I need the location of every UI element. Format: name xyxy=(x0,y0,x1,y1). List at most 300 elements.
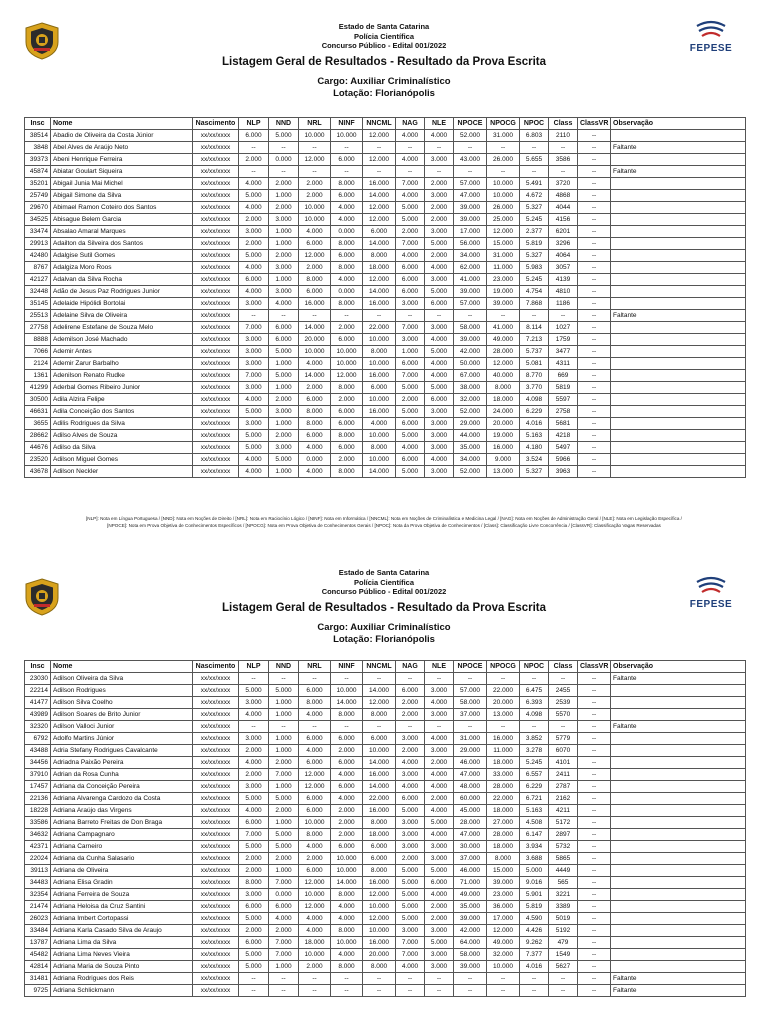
cell-nag: 5.000 xyxy=(396,382,425,394)
cell-npoc: 4.016 xyxy=(520,961,549,973)
cell-class: 5681 xyxy=(549,418,578,430)
cell-npoce: 58.000 xyxy=(454,697,487,709)
cell-npoc: -- xyxy=(520,985,549,997)
cell-obs: Faltante xyxy=(611,673,746,685)
cell-nrl: 10.000 xyxy=(299,214,331,226)
cell-obs: Faltante xyxy=(611,142,746,154)
cell-classvr: -- xyxy=(578,418,611,430)
cell-ninf: 10.000 xyxy=(331,358,363,370)
cell-nrl: 12.000 xyxy=(299,154,331,166)
cell-ninf: 8.000 xyxy=(331,889,363,901)
cell-nag: 5.000 xyxy=(396,430,425,442)
cell-npoc: -- xyxy=(520,166,549,178)
cell-nag: 6.000 xyxy=(396,274,425,286)
cell-nlp: 7.000 xyxy=(239,322,269,334)
table-row xyxy=(25,418,746,430)
cell-npocg: -- xyxy=(487,166,520,178)
column-header-name: Nome xyxy=(51,118,193,130)
cell-npoc: 3.278 xyxy=(520,745,549,757)
cell-nnd: 3.000 xyxy=(269,442,299,454)
cell-class: 4211 xyxy=(549,805,578,817)
cell-class: 2758 xyxy=(549,406,578,418)
cell-insc: 34483 xyxy=(25,877,51,889)
cell-birth: xx/xx/xxxx xyxy=(193,382,239,394)
cell-npocg: 28.000 xyxy=(487,781,520,793)
cell-nlp: -- xyxy=(239,973,269,985)
cell-npocg: 12.000 xyxy=(487,925,520,937)
cell-insc: 25749 xyxy=(25,190,51,202)
cell-npoce: 60.000 xyxy=(454,793,487,805)
cell-npoce: 52.000 xyxy=(454,466,487,478)
column-header-npocg: NPOCG xyxy=(487,661,520,673)
cell-nag: -- xyxy=(396,166,425,178)
cell-nlp: -- xyxy=(239,142,269,154)
cell-npoc: 6.803 xyxy=(520,130,549,142)
cell-nlp: 5.000 xyxy=(239,793,269,805)
cell-npoc: 5.737 xyxy=(520,346,549,358)
cell-insc: 31481 xyxy=(25,973,51,985)
cell-birth: xx/xx/xxxx xyxy=(193,721,239,733)
cell-npocg: 24.000 xyxy=(487,406,520,418)
cell-insc: 33586 xyxy=(25,817,51,829)
cell-ninf: 8.000 xyxy=(331,466,363,478)
cell-obs xyxy=(611,817,746,829)
column-header-npoc: NPOC xyxy=(520,118,549,130)
cell-nle: 2.000 xyxy=(425,214,454,226)
cell-npoce: 64.000 xyxy=(454,937,487,949)
cell-nag: 4.000 xyxy=(396,130,425,142)
cell-insc: 22024 xyxy=(25,853,51,865)
cell-nag: 3.000 xyxy=(396,298,425,310)
cell-npoce: 44.000 xyxy=(454,430,487,442)
results-table xyxy=(24,660,746,997)
cell-nnd: -- xyxy=(269,166,299,178)
cell-nnd: -- xyxy=(269,142,299,154)
table-row xyxy=(25,829,746,841)
cell-name: Adrian da Rosa Cunha xyxy=(51,769,193,781)
cell-birth: xx/xx/xxxx xyxy=(193,793,239,805)
table-row xyxy=(25,466,746,478)
cell-npoc: 3.934 xyxy=(520,841,549,853)
cell-obs xyxy=(611,430,746,442)
cell-nag: 4.000 xyxy=(396,757,425,769)
cell-nag: 7.000 xyxy=(396,238,425,250)
table-row xyxy=(25,913,746,925)
cell-nrl: 6.000 xyxy=(299,286,331,298)
column-header-nrl: NRL xyxy=(299,118,331,130)
cell-insc: 21474 xyxy=(25,901,51,913)
cell-npoc: 5.327 xyxy=(520,466,549,478)
cell-nnd: -- xyxy=(269,985,299,997)
cell-class: 5865 xyxy=(549,853,578,865)
cell-npoc: -- xyxy=(520,310,549,322)
cell-name: Adriana Maria de Souza Pinto xyxy=(51,961,193,973)
cell-nag: 5.000 xyxy=(396,901,425,913)
cell-obs xyxy=(611,334,746,346)
cell-name: Adriana Imbert Cortopassi xyxy=(51,913,193,925)
cell-obs xyxy=(611,394,746,406)
cell-npoc: 5.819 xyxy=(520,901,549,913)
table-row xyxy=(25,250,746,262)
cell-class: 1186 xyxy=(549,298,578,310)
cell-npoce: 39.000 xyxy=(454,202,487,214)
table-row xyxy=(25,733,746,745)
cell-nnd: 1.000 xyxy=(269,697,299,709)
cell-nnd: 3.000 xyxy=(269,262,299,274)
cell-nlp: 3.000 xyxy=(239,358,269,370)
cell-classvr: -- xyxy=(578,925,611,937)
cell-classvr: -- xyxy=(578,214,611,226)
cell-nag: 3.000 xyxy=(396,829,425,841)
cell-npoce: 57.000 xyxy=(454,298,487,310)
cell-name: Abigail Simone da Silva xyxy=(51,190,193,202)
column-header-name: Nome xyxy=(51,661,193,673)
cell-nrl: 4.000 xyxy=(299,841,331,853)
cell-npocg: 23.000 xyxy=(487,274,520,286)
cell-npoc: 4.508 xyxy=(520,817,549,829)
cell-nncml: 14.000 xyxy=(363,757,396,769)
cell-nnd: 2.000 xyxy=(269,757,299,769)
cell-nag: -- xyxy=(396,985,425,997)
table-row xyxy=(25,937,746,949)
table-row xyxy=(25,889,746,901)
cell-npoce: 39.000 xyxy=(454,913,487,925)
cell-npocg: -- xyxy=(487,310,520,322)
cell-npoce: 50.000 xyxy=(454,358,487,370)
cell-npoce: 46.000 xyxy=(454,865,487,877)
cell-nlp: 3.000 xyxy=(239,781,269,793)
cell-class: 2455 xyxy=(549,685,578,697)
cell-nle: 3.000 xyxy=(425,406,454,418)
cell-npocg: 39.000 xyxy=(487,298,520,310)
cell-classvr: -- xyxy=(578,709,611,721)
cell-nlp: 4.000 xyxy=(239,178,269,190)
cell-class: 5192 xyxy=(549,925,578,937)
cell-insc: 41299 xyxy=(25,382,51,394)
table-row xyxy=(25,394,746,406)
cell-nnd: 1.000 xyxy=(269,817,299,829)
cell-nncml: 8.000 xyxy=(363,709,396,721)
cell-classvr: -- xyxy=(578,154,611,166)
cell-obs xyxy=(611,454,746,466)
cell-npoc: 4.016 xyxy=(520,418,549,430)
cell-nncml: 22.000 xyxy=(363,793,396,805)
cell-birth: xx/xx/xxxx xyxy=(193,949,239,961)
table-row xyxy=(25,685,746,697)
cell-birth: xx/xx/xxxx xyxy=(193,442,239,454)
cell-nag: 3.000 xyxy=(396,841,425,853)
table-row xyxy=(25,454,746,466)
cell-nrl: 12.000 xyxy=(299,250,331,262)
cell-birth: xx/xx/xxxx xyxy=(193,466,239,478)
column-header-class: Class xyxy=(549,661,578,673)
cell-obs xyxy=(611,901,746,913)
cell-classvr: -- xyxy=(578,130,611,142)
cell-nrl: 6.000 xyxy=(299,733,331,745)
cell-nlp: 6.000 xyxy=(239,937,269,949)
cell-obs xyxy=(611,841,746,853)
cell-insc: 23030 xyxy=(25,673,51,685)
cell-class: -- xyxy=(549,673,578,685)
cell-insc: 42371 xyxy=(25,841,51,853)
cell-nncml: 12.000 xyxy=(363,889,396,901)
cell-ninf: 6.000 xyxy=(331,190,363,202)
cell-class: 5627 xyxy=(549,961,578,973)
cell-npoc: 6.557 xyxy=(520,769,549,781)
header-edital: Concurso Público - Edital 001/2022 xyxy=(321,587,447,596)
cell-nag: -- xyxy=(396,973,425,985)
cell-npocg: 40.000 xyxy=(487,370,520,382)
cell-classvr: -- xyxy=(578,913,611,925)
cell-nrl: 8.000 xyxy=(299,829,331,841)
column-header-npoce: NPOCE xyxy=(454,661,487,673)
cell-nncml: 16.000 xyxy=(363,877,396,889)
cell-nrl: -- xyxy=(299,721,331,733)
cell-npocg: 33.000 xyxy=(487,769,520,781)
header-state: Estado de Santa Catarina xyxy=(338,22,430,31)
cell-birth: xx/xx/xxxx xyxy=(193,190,239,202)
cell-insc: 34632 xyxy=(25,829,51,841)
cell-classvr: -- xyxy=(578,322,611,334)
cell-npoc: 2.377 xyxy=(520,226,549,238)
cell-nnd: 6.000 xyxy=(269,901,299,913)
column-header-nle: NLE xyxy=(425,661,454,673)
table-row xyxy=(25,442,746,454)
cell-npoc: 5.163 xyxy=(520,805,549,817)
cell-nnd: -- xyxy=(269,673,299,685)
cell-nncml: 10.000 xyxy=(363,334,396,346)
cell-nnd: 4.000 xyxy=(269,913,299,925)
cell-nle: 3.000 xyxy=(425,925,454,937)
cell-nnd: 3.000 xyxy=(269,406,299,418)
cell-nnd: 0.000 xyxy=(269,889,299,901)
cell-obs xyxy=(611,466,746,478)
cell-classvr: -- xyxy=(578,841,611,853)
cell-birth: xx/xx/xxxx xyxy=(193,358,239,370)
cell-nrl: 6.000 xyxy=(299,394,331,406)
cell-nncml: 12.000 xyxy=(363,130,396,142)
cell-nle: 4.000 xyxy=(425,889,454,901)
cell-nrl: 4.000 xyxy=(299,442,331,454)
cell-ninf: 10.000 xyxy=(331,130,363,142)
cell-nnd: 5.000 xyxy=(269,685,299,697)
cell-obs xyxy=(611,298,746,310)
table-row xyxy=(25,949,746,961)
cell-insc: 43989 xyxy=(25,709,51,721)
table-row xyxy=(25,973,746,985)
column-header-npoc: NPOC xyxy=(520,661,549,673)
cell-insc: 28662 xyxy=(25,430,51,442)
cell-npoce: 41.000 xyxy=(454,274,487,286)
cell-npocg: 16.000 xyxy=(487,442,520,454)
cell-nle: -- xyxy=(425,673,454,685)
cell-obs xyxy=(611,769,746,781)
cell-nlp: 5.000 xyxy=(239,913,269,925)
cell-nag: 3.000 xyxy=(396,769,425,781)
cell-nncml: 10.000 xyxy=(363,430,396,442)
cell-class: 5497 xyxy=(549,442,578,454)
cell-nncml: 8.000 xyxy=(363,346,396,358)
cell-npoc: 8.770 xyxy=(520,370,549,382)
cell-classvr: -- xyxy=(578,370,611,382)
cell-npoce: 31.000 xyxy=(454,733,487,745)
cell-insc: 45482 xyxy=(25,949,51,961)
cell-class: 5779 xyxy=(549,733,578,745)
cell-npoce: 67.000 xyxy=(454,370,487,382)
cell-nag: 6.000 xyxy=(396,454,425,466)
cell-ninf: 4.000 xyxy=(331,793,363,805)
cell-ninf: -- xyxy=(331,985,363,997)
cell-npoc: 4.426 xyxy=(520,925,549,937)
cell-obs xyxy=(611,805,746,817)
cell-nncml: 12.000 xyxy=(363,274,396,286)
cell-birth: xx/xx/xxxx xyxy=(193,406,239,418)
cell-name: Adilis Rodrigues da Silva xyxy=(51,418,193,430)
cell-nncml: 8.000 xyxy=(363,250,396,262)
cell-name: Adelirene Estefane de Souza Melo xyxy=(51,322,193,334)
cell-npoc: 4.180 xyxy=(520,442,549,454)
cell-npocg: 26.000 xyxy=(487,154,520,166)
cell-birth: xx/xx/xxxx xyxy=(193,274,239,286)
cell-ninf: 6.000 xyxy=(331,442,363,454)
cell-obs xyxy=(611,202,746,214)
cell-npocg: 27.000 xyxy=(487,817,520,829)
page-title: Listagem Geral de Resultados - Resultado da Prova Escrita xyxy=(221,55,547,68)
cell-nle: 3.000 xyxy=(425,709,454,721)
cell-ninf: 4.000 xyxy=(331,901,363,913)
cell-nle: 5.000 xyxy=(425,286,454,298)
cell-ninf: -- xyxy=(331,673,363,685)
column-header-nnd: NND xyxy=(269,661,299,673)
cell-birth: xx/xx/xxxx xyxy=(193,298,239,310)
table-row xyxy=(25,430,746,442)
cell-obs xyxy=(611,154,746,166)
cell-nncml: 8.000 xyxy=(363,817,396,829)
cell-class: 3296 xyxy=(549,238,578,250)
cell-obs xyxy=(611,322,746,334)
cell-npoc: 5.245 xyxy=(520,274,549,286)
cell-birth: xx/xx/xxxx xyxy=(193,733,239,745)
cell-nrl: 10.000 xyxy=(299,130,331,142)
cell-class: 5597 xyxy=(549,394,578,406)
cell-npocg: 36.000 xyxy=(487,901,520,913)
cell-nrl: 0.000 xyxy=(299,454,331,466)
cell-birth: xx/xx/xxxx xyxy=(193,901,239,913)
cell-classvr: -- xyxy=(578,889,611,901)
cell-class: 2897 xyxy=(549,829,578,841)
cell-obs xyxy=(611,442,746,454)
cell-npocg: 39.000 xyxy=(487,877,520,889)
cell-birth: xx/xx/xxxx xyxy=(193,829,239,841)
cell-ninf: 10.000 xyxy=(331,685,363,697)
cell-nlp: 2.000 xyxy=(239,853,269,865)
cell-npoce: 34.000 xyxy=(454,250,487,262)
cell-nncml: 16.000 xyxy=(363,178,396,190)
cell-class: 4101 xyxy=(549,757,578,769)
cell-ninf: 0.000 xyxy=(331,286,363,298)
cell-birth: xx/xx/xxxx xyxy=(193,226,239,238)
cell-birth: xx/xx/xxxx xyxy=(193,709,239,721)
cell-nle: 4.000 xyxy=(425,454,454,466)
cell-birth: xx/xx/xxxx xyxy=(193,877,239,889)
cell-class: 6070 xyxy=(549,745,578,757)
cell-npoce: 57.000 xyxy=(454,685,487,697)
cargo-label: Cargo: Auxiliar Criminalístico xyxy=(317,621,451,633)
cell-insc: 33484 xyxy=(25,925,51,937)
cell-name: Abadio de Oliveira da Costa Júnior xyxy=(51,130,193,142)
cell-ninf: -- xyxy=(331,973,363,985)
cell-nag: 6.000 xyxy=(396,418,425,430)
cell-npoce: 37.000 xyxy=(454,709,487,721)
cell-nle: 3.000 xyxy=(425,745,454,757)
cell-nncml: -- xyxy=(363,973,396,985)
cell-nrl: -- xyxy=(299,985,331,997)
cell-ninf: -- xyxy=(331,142,363,154)
cell-npoc: 5.655 xyxy=(520,154,549,166)
column-header-obs: Observação xyxy=(611,118,746,130)
cell-class: 3586 xyxy=(549,154,578,166)
cell-class: 2110 xyxy=(549,130,578,142)
cell-nnd: 4.000 xyxy=(269,298,299,310)
cell-obs xyxy=(611,286,746,298)
cell-class: 4064 xyxy=(549,250,578,262)
cell-class: 3477 xyxy=(549,346,578,358)
cell-npoce: 35.000 xyxy=(454,901,487,913)
cell-nncml: 16.000 xyxy=(363,937,396,949)
cell-nlp: 5.000 xyxy=(239,430,269,442)
cell-nlp: 5.000 xyxy=(239,406,269,418)
cell-npoce: -- xyxy=(454,166,487,178)
cell-nnd: 2.000 xyxy=(269,250,299,262)
table-row xyxy=(25,226,746,238)
cell-npoce: 47.000 xyxy=(454,190,487,202)
cell-npoc: 5.245 xyxy=(520,214,549,226)
cell-nle: 4.000 xyxy=(425,697,454,709)
cell-npoc: 5.000 xyxy=(520,865,549,877)
cell-nle: 4.000 xyxy=(425,781,454,793)
table-row xyxy=(25,877,746,889)
cell-nnd: 2.000 xyxy=(269,394,299,406)
cell-nnd: -- xyxy=(269,973,299,985)
cell-obs xyxy=(611,913,746,925)
cell-name: Adolfo Martins Júnior xyxy=(51,733,193,745)
cell-npocg: 11.000 xyxy=(487,262,520,274)
cell-class: 5819 xyxy=(549,382,578,394)
cell-obs: Faltante xyxy=(611,310,746,322)
cell-npoc: 9.016 xyxy=(520,877,549,889)
cell-nle: 3.000 xyxy=(425,430,454,442)
cell-birth: xx/xx/xxxx xyxy=(193,817,239,829)
cell-class: 4868 xyxy=(549,190,578,202)
table-row xyxy=(25,334,746,346)
cell-nlp: 3.000 xyxy=(239,346,269,358)
cell-nncml: 10.000 xyxy=(363,454,396,466)
cell-nnd: 5.000 xyxy=(269,370,299,382)
cell-nle: 3.000 xyxy=(425,853,454,865)
cell-insc: 1361 xyxy=(25,370,51,382)
cell-nrl: 16.000 xyxy=(299,298,331,310)
cell-nlp: -- xyxy=(239,166,269,178)
cell-nag: 6.000 xyxy=(396,358,425,370)
cell-classvr: -- xyxy=(578,817,611,829)
cell-ninf: 2.000 xyxy=(331,322,363,334)
cell-name: Adriana Rodrigues dos Reis xyxy=(51,973,193,985)
cell-npoce: 17.000 xyxy=(454,226,487,238)
cell-class: 2539 xyxy=(549,697,578,709)
cell-insc: 39373 xyxy=(25,154,51,166)
cell-nag: 4.000 xyxy=(396,250,425,262)
cell-npoc: 3.852 xyxy=(520,733,549,745)
